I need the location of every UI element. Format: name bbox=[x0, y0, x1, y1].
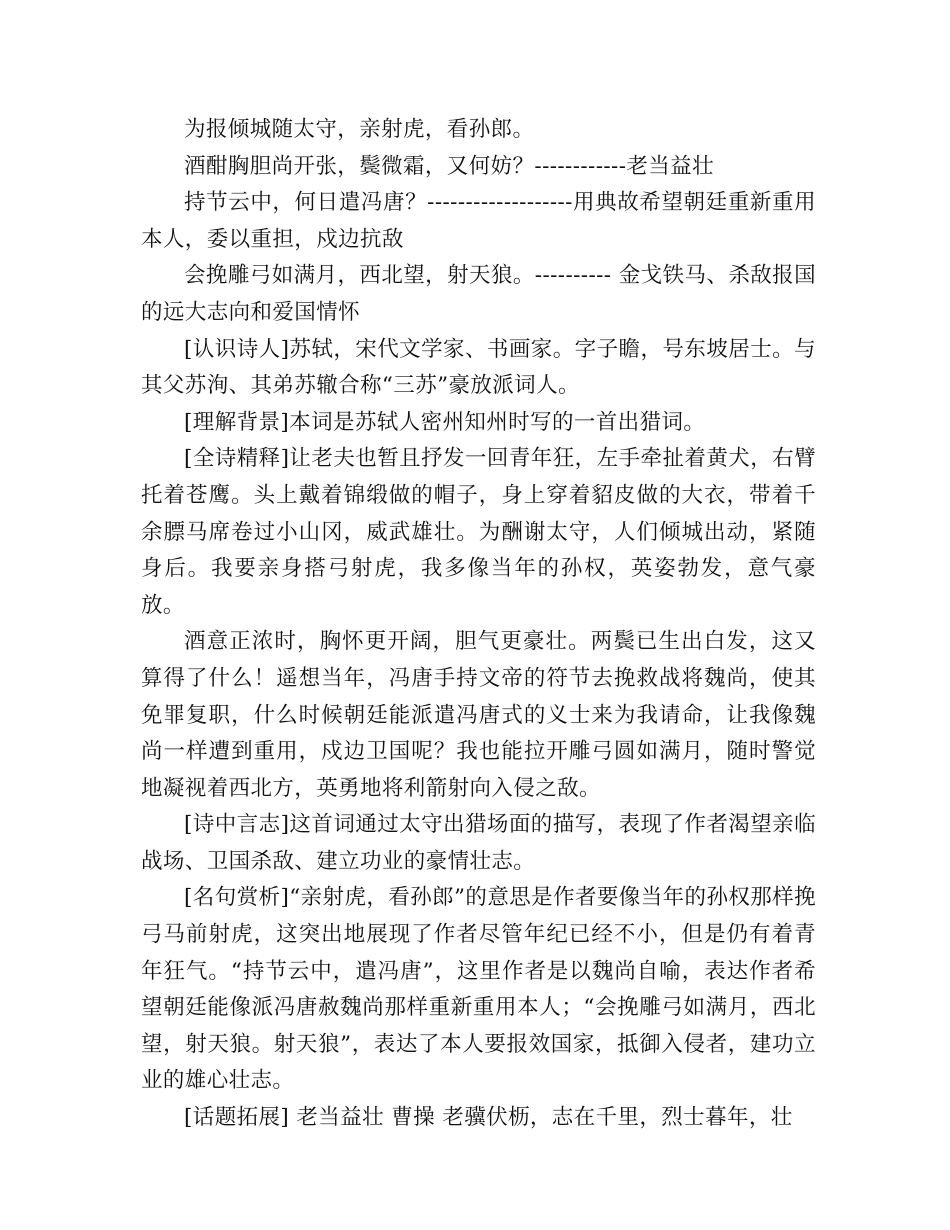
famous-lines-paragraph: [名句赏析]“亲射虎，看孙郎”的意思是作者要像当年的孙权那样挽弓马前射虎，这突出地展现了作者尽管年纪已经不小，但是仍有着青年狂气。“持节云中，遣冯唐”，这里作者是以魏尚自喻，表达作者希望朝廷能像派冯唐赦魏尚那样重新重用本人；“会挽雕弓如满月，西北望，射天狼。射天狼”，表达了本人要报效国家，抵御入侵者，建功立业的雄心壮志。 bbox=[141, 885, 816, 1094]
translation-paragraph-2: 酒意正浓时，胸怀更开阔，胆气更豪壮。两鬓已生出白发，这又算得了什么！遥想当年，冯唐手持文帝的符节去挽救战将魏尚，使其免罪复职，什么时候朝廷能派遣冯唐式的义士来为我请命，让我像魏尚一样遭到重用，戍边卫国呢？我也能拉开雕弓圆如满月，随时警觉地凝视着西北方，英勇地将利箭射向入侵之敌。 bbox=[141, 629, 816, 801]
background-paragraph: [理解背景]本词是苏轼人密州知州时写的一首出猎词。 bbox=[184, 409, 706, 435]
poem-line-1: 为报倾城随太守，亲射虎，看孙郎。 bbox=[184, 117, 535, 142]
poem-line-4: 会挽雕弓如满月，西北望，射天狼。---------- 金戈铁马、杀敌报国的远大志向和爱国情怀 bbox=[141, 263, 816, 325]
topic-extension-paragraph: [话题拓展] 老当益壮 曹操 老骥伏枥，志在千里，烈士暮年，壮 bbox=[184, 1105, 793, 1131]
document-body bbox=[141, 112, 816, 1137]
translation-paragraph-1: [全诗精释]让老夫也暂且抒发一回青年狂，左手牵扯着黄犬，右臂托着苍鹰。头上戴着锦缎做的帽子，身上穿着貂皮做的大衣，带着千余膘马席卷过小山冈，威武雄壮。为酬谢太守，人们倾城出动，紧随身后。我要亲身搭弓射虎，我多像当年的孙权，英姿勃发，意气豪放。 bbox=[141, 446, 816, 618]
theme-paragraph: [诗中言志]这首词通过太守出猎场面的描写，表现了作者渴望亲临战场、卫国杀敌、建立功业的豪情壮志。 bbox=[141, 812, 816, 874]
poem-line-3: 持节云中，何日遣冯唐？-------------------用典故希望朝廷重新重用本人，委以重担，戍边抗敌 bbox=[141, 190, 816, 252]
poem-line-2: 酒酣胸胆尚开张，鬓微霜，又何妨？------------老当益壮 bbox=[184, 153, 714, 179]
poet-intro-paragraph: [认识诗人]苏轼，宋代文学家、书画家。字子瞻，号东坡居士。与其父苏洵、其弟苏辙合称“三苏”豪放派词人。 bbox=[141, 336, 816, 399]
